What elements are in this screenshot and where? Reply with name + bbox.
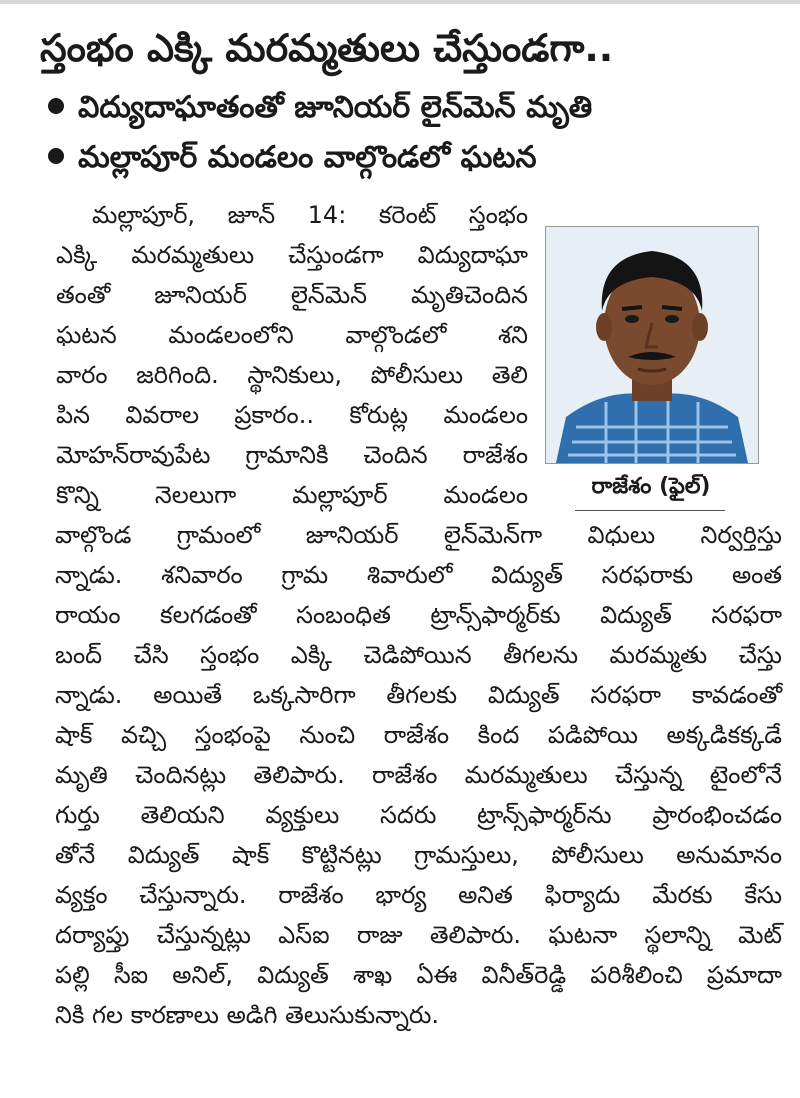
photo-caption: రాజేశం (ఫైల్) bbox=[591, 474, 711, 499]
subhead-1 bbox=[48, 86, 592, 130]
body-line: ఎక్కి మరమ్మతులు చేస్తుండగా విద్యుదాఘా bbox=[56, 241, 528, 269]
bullet-icon bbox=[48, 98, 64, 114]
body-line: తోనే విద్యుత్ షాక్ కొట్టినట్లు గ్రామస్తులు, పోలీసులు అనుమానం bbox=[55, 841, 782, 869]
body-line: పల్లి సీఐ అనిల్, విద్యుత్ శాఖ ఏఈ వినీత్‌రెడ్డి పరిశీలించి ప్రమాదా bbox=[55, 961, 782, 989]
body-line: మృతి చెందినట్లు తెలిపారు. రాజేశం మరమ్మతులు చేస్తున్న టైంలోనే bbox=[55, 761, 782, 789]
body-line: గుర్తు తెలియని వ్యక్తులు సదరు ట్రాన్స్‌ఫార్మర్‌ను ప్రారంభించడం bbox=[55, 801, 782, 829]
body-line: బంద్ చేసి స్తంభం ఎక్కి చెడిపోయిన తీగలను మరమ్మతు చేస్తు bbox=[55, 641, 782, 669]
body-line: దర్యాప్తు చేస్తున్నట్లు ఎస్ఐ రాజు తెలిపారు. ఘటనా స్థలాన్ని మెట్ bbox=[55, 921, 782, 949]
body-line: రాయం కలగడంతో సంబంధిత ట్రాన్స్‌ఫార్మర్‌కు విద్యుత్ సరఫరా bbox=[55, 601, 782, 629]
person-photo-icon bbox=[546, 227, 758, 463]
portrait-photo bbox=[545, 226, 759, 464]
body-line: తంతో జూనియర్ లైన్‌మెన్ మృతిచెందిన bbox=[56, 281, 528, 309]
top-rule bbox=[0, 0, 800, 4]
body-line: షాక్ వచ్చి స్తంభంపై నుంచి రాజేశం కింద పడిపోయి అక్కడికక్కడే bbox=[55, 721, 782, 749]
body-line: మోహన్‌రావుపేట గ్రామానికి చెందిన రాజేశం bbox=[56, 441, 528, 469]
body-line: పిన వివరాల ప్రకారం.. కోరుట్ల మండలం bbox=[56, 401, 528, 429]
subhead-1-text: విద్యుదాఘాతంతో జూనియర్ లైన్‌మెన్ మృతి bbox=[78, 90, 593, 125]
bullet-icon bbox=[48, 148, 64, 164]
headline: స్తంభం ఎక్కి మరమ్మతులు చేస్తుండగా.. bbox=[40, 26, 614, 70]
subhead-2 bbox=[48, 136, 537, 180]
body-line: కొన్ని నెలలుగా మల్లాపూర్ మండలం bbox=[56, 481, 528, 509]
body-line: వారం జరిగింది. స్థానికులు, పోలీసులు తెలి bbox=[56, 361, 528, 389]
subhead-2-text: మల్లాపూర్ మండలం వాల్గొండలో ఘటన bbox=[78, 140, 537, 175]
body-line: ఘటన మండలంలోని వాల్గొండలో శని bbox=[56, 321, 528, 349]
body-line: వాల్గొండ గ్రామంలో జూనియర్ లైన్‌మెన్‌గా విధులు నిర్వర్తిస్తు bbox=[55, 521, 782, 549]
body-line: న్నాడు. శనివారం గ్రామ శివారులో విద్యుత్ సరఫరాకు అంత bbox=[55, 561, 782, 589]
body-line: మల్లాపూర్, జూన్ 14: కరెంట్ స్తంభం bbox=[92, 201, 528, 229]
body-line: నికి గల కారణాలు అడిగి తెలుసుకున్నారు. bbox=[55, 1001, 440, 1029]
body-line: న్నాడు. అయితే ఒక్కసారిగా తీగలకు విద్యుత్ సరఫరా కావడంతో bbox=[55, 681, 782, 709]
caption-divider bbox=[575, 510, 725, 511]
body-line: వ్యక్తం చేస్తున్నారు. రాజేశం భార్య అనిత ఫిర్యాదు మేరకు కేసు bbox=[55, 881, 782, 909]
